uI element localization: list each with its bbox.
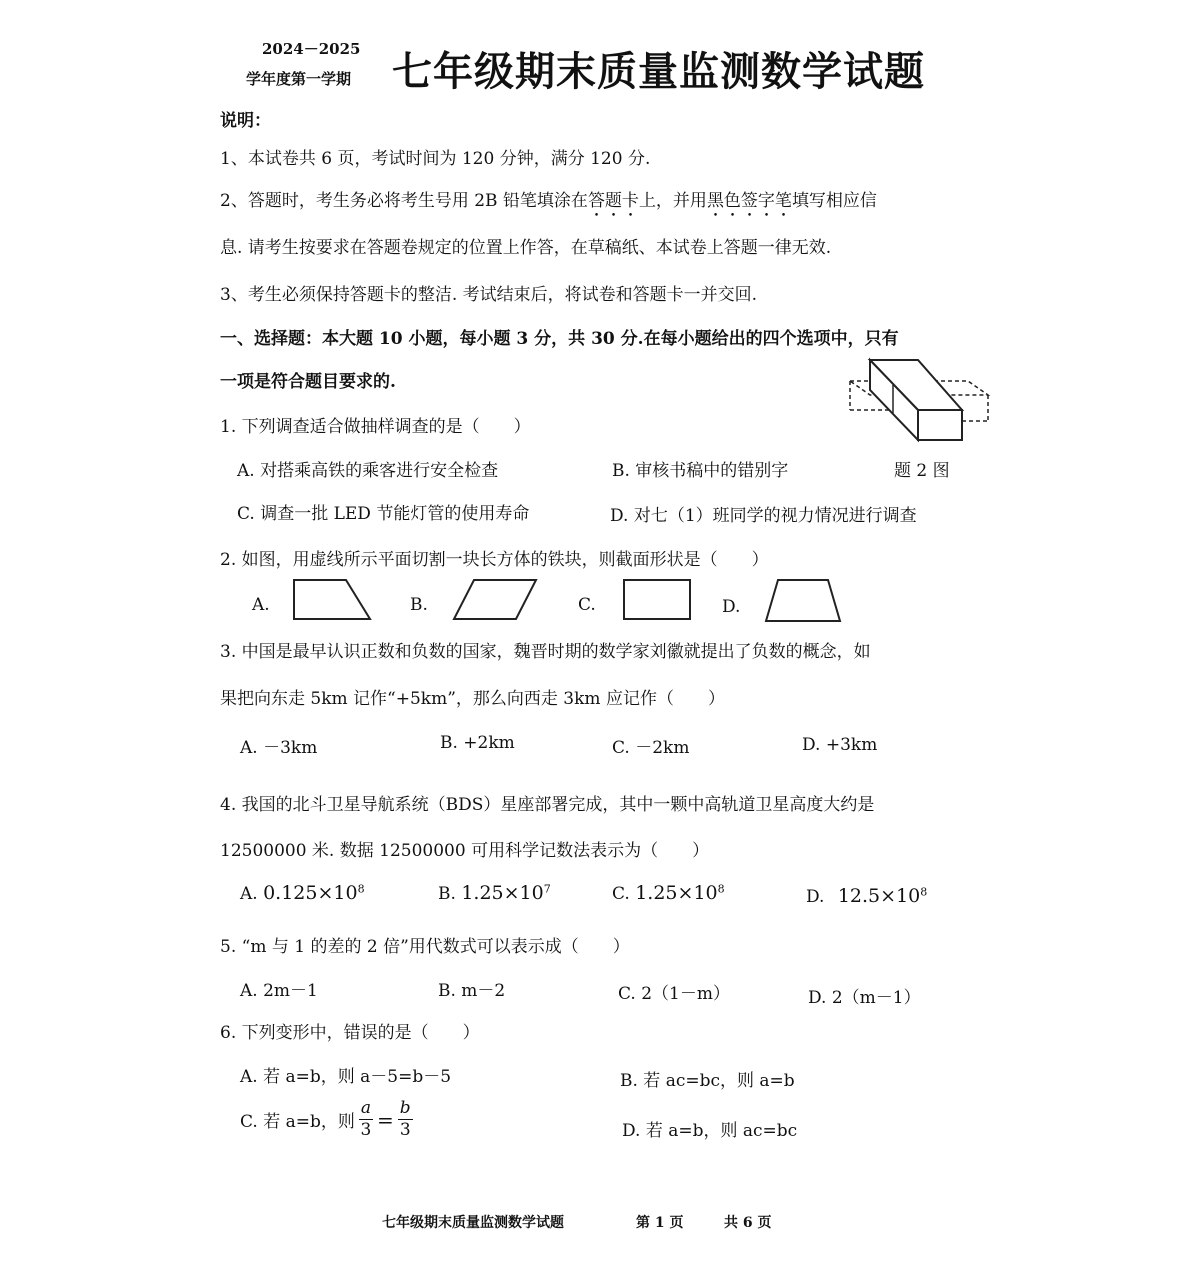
question-3-option-a: A. －3km bbox=[240, 738, 318, 758]
notes-heading: 说明： bbox=[220, 111, 271, 131]
note-2-part-c: 上，并用 bbox=[638, 191, 707, 211]
question-6-option-b: B. 若 ac=bc，则 a=b bbox=[620, 1071, 795, 1091]
footer-total-pages: 共 6 页 bbox=[724, 1215, 772, 1231]
question-2-option-b-shape bbox=[452, 578, 538, 622]
note-2-emphasis-answer-card: 答题卡 bbox=[587, 191, 639, 211]
fraction-denominator: 3 bbox=[399, 1120, 411, 1140]
option-value: 1.25×10 bbox=[461, 882, 544, 904]
question-4-option-b bbox=[438, 882, 551, 904]
figure-2-cuboid bbox=[840, 355, 1000, 450]
option-c-prefix: C. 若 a=b，则 bbox=[240, 1112, 355, 1132]
question-2-option-c-label: C. bbox=[578, 595, 596, 615]
option-label: B. bbox=[438, 884, 456, 904]
option-exponent: 8 bbox=[717, 882, 725, 896]
question-3-stem-line2: 果把向东走 5km 记作“+5km”，那么向西走 3km 应记作（ ） bbox=[220, 689, 725, 709]
section-1-heading-line2: 一项是符合题目要求的. bbox=[220, 372, 396, 392]
option-exponent: 7 bbox=[543, 882, 551, 896]
question-2-option-a-shape bbox=[292, 578, 374, 622]
question-1-option-b: B. 审核书稿中的错别字 bbox=[612, 461, 789, 481]
question-2-stem: 2. 如图，用虚线所示平面切割一块长方体的铁块，则截面形状是（ ） bbox=[220, 550, 769, 570]
question-1-stem: 1. 下列调查适合做抽样调查的是（ ） bbox=[220, 417, 531, 437]
question-4-stem-line2: 12500000 米. 数据 12500000 可用科学记数法表示为（ ） bbox=[220, 841, 710, 861]
fraction-b-over-3 bbox=[398, 1100, 413, 1139]
school-year: 2024－2025 bbox=[262, 40, 361, 58]
option-value: 12.5×10 bbox=[837, 885, 921, 907]
fraction-denominator: 3 bbox=[360, 1120, 372, 1140]
option-label: A. bbox=[240, 884, 258, 904]
page-title: 七年级期末质量监测数学试题 bbox=[392, 48, 925, 95]
option-value: 1.25×10 bbox=[635, 882, 718, 904]
question-2-option-c-shape bbox=[622, 578, 692, 622]
option-exponent: 8 bbox=[920, 885, 928, 899]
question-2-option-d-shape bbox=[764, 578, 842, 624]
note-2-part-a: 2、答题时，考生务必将考生号用 2B 铅笔填涂在 bbox=[220, 191, 588, 211]
note-2-line2: 息. 请考生按要求在答题卷规定的位置上作答，在草稿纸、本试卷上答题一律无效. bbox=[220, 238, 832, 258]
question-3-stem-line1: 3. 中国是最早认识正数和负数的国家，魏晋时期的数学家刘徽就提出了负数的概念，如 bbox=[220, 642, 871, 662]
footer-page-number: 第 1 页 bbox=[636, 1215, 684, 1231]
question-4-option-c bbox=[612, 882, 725, 904]
fraction-numerator: a bbox=[360, 1098, 372, 1118]
fraction-numerator: b bbox=[399, 1098, 411, 1118]
question-5-option-a: A. 2m－1 bbox=[240, 981, 318, 1001]
question-1-option-d: D. 对七（1）班同学的视力情况进行调查 bbox=[610, 506, 917, 526]
question-5-option-d: D. 2（m－1） bbox=[808, 988, 921, 1008]
question-6-option-d: D. 若 a=b，则 ac=bc bbox=[622, 1121, 798, 1141]
question-6-option-c bbox=[240, 1100, 413, 1139]
question-6-stem: 6. 下列变形中，错误的是（ ） bbox=[220, 1023, 480, 1043]
question-4-stem-line1: 4. 我国的北斗卫星导航系统（BDS）星座部署完成，其中一颗中高轨道卫星高度大约是 bbox=[220, 795, 875, 815]
note-2 bbox=[220, 186, 877, 221]
question-1-option-c: C. 调查一批 LED 节能灯管的使用寿命 bbox=[237, 504, 530, 524]
question-5-option-c: C. 2（1－m） bbox=[618, 984, 730, 1004]
question-6-option-a: A. 若 a=b，则 a－5=b－5 bbox=[240, 1067, 452, 1087]
option-label: C. bbox=[612, 884, 630, 904]
question-3-option-d: D. +3km bbox=[802, 735, 878, 755]
question-2-option-d-label: D. bbox=[722, 597, 741, 617]
question-4-option-a bbox=[240, 882, 365, 904]
note-1: 1、本试卷共 6 页，考试时间为 120 分钟，满分 120 分. bbox=[220, 149, 651, 169]
section-1-heading: 一、选择题：本大题 10 小题，每小题 3 分，共 30 分.在每小题给出的四个选项中，只有 bbox=[220, 329, 899, 349]
question-3-option-c: C. －2km bbox=[612, 738, 690, 758]
question-5-option-b: B. m－2 bbox=[438, 981, 506, 1001]
option-label: D. bbox=[806, 887, 825, 907]
question-2-option-b-label: B. bbox=[410, 595, 428, 615]
option-value: 0.125×10 bbox=[263, 882, 358, 904]
note-2-emphasis-black-pen: 黑色签字笔 bbox=[706, 191, 792, 211]
fraction-a-over-3 bbox=[359, 1100, 373, 1139]
question-5-stem: 5. “m 与 1 的差的 2 倍”用代数式可以表示成（ ） bbox=[220, 937, 630, 957]
option-exponent: 8 bbox=[357, 882, 365, 896]
note-2-part-e: 填写相应信 bbox=[791, 191, 877, 211]
term: 学年度第一学期 bbox=[246, 70, 352, 88]
question-3-option-b: B. +2km bbox=[440, 733, 515, 753]
question-2-option-a-label: A. bbox=[252, 595, 270, 615]
question-4-option-d bbox=[806, 885, 927, 907]
note-3: 3、考生必须保持答题卡的整洁. 考试结束后，将试卷和答题卡一并交回. bbox=[220, 285, 758, 305]
equals-sign: = bbox=[377, 1107, 394, 1132]
figure-2-caption: 题 2 图 bbox=[894, 461, 950, 481]
question-1-option-a: A. 对搭乘高铁的乘客进行安全检查 bbox=[237, 461, 499, 481]
footer-title: 七年级期末质量监测数学试题 bbox=[382, 1215, 564, 1231]
